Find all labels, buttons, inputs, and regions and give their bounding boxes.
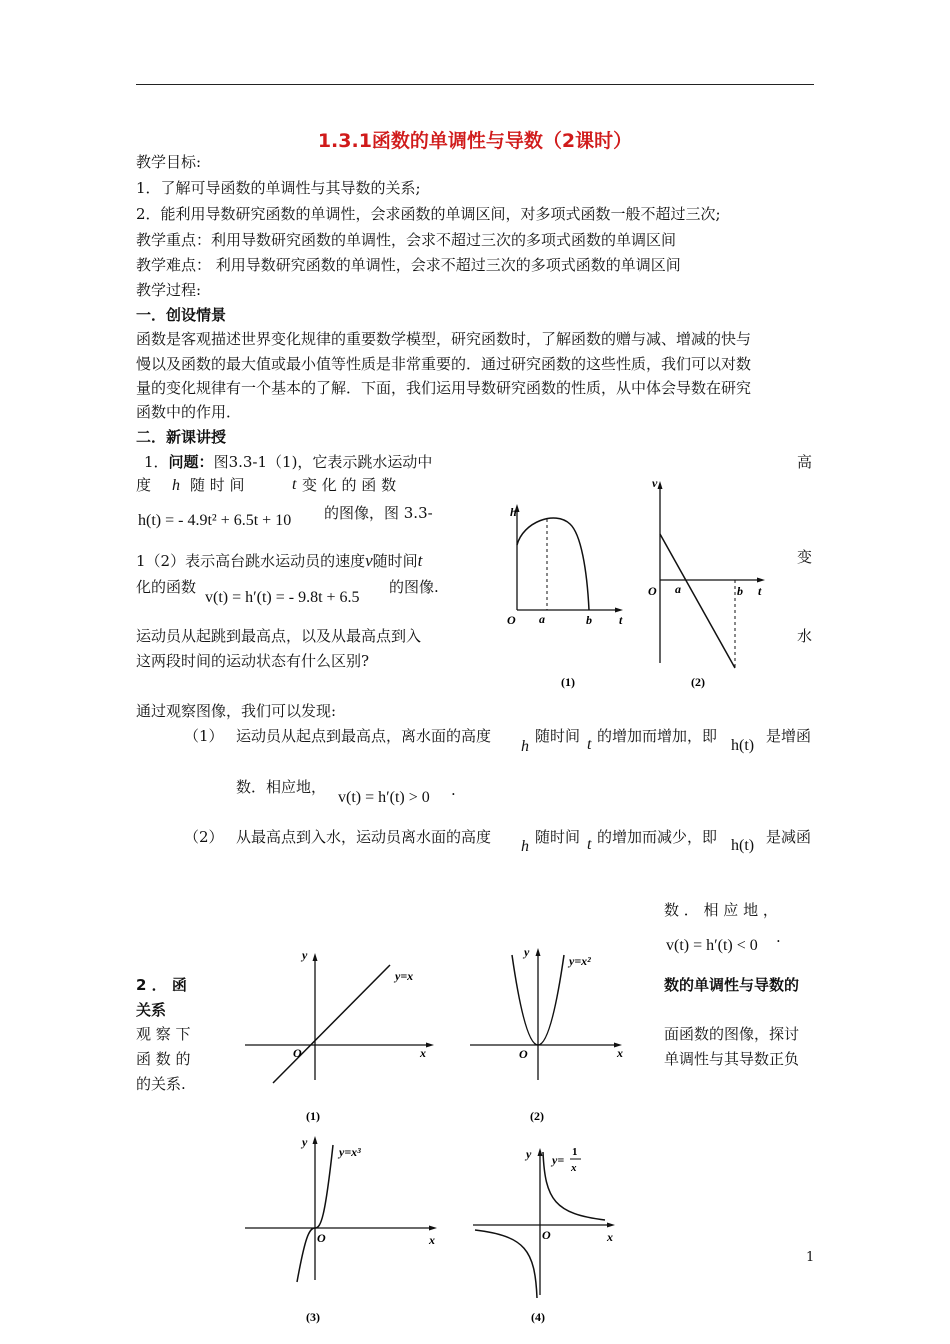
axis-label-y: y <box>524 945 530 959</box>
graph-linear <box>245 948 434 1123</box>
axis-label-y: y <box>302 1135 308 1149</box>
point-b: b <box>586 613 592 627</box>
question-1-line-5a: 化的函数 <box>136 578 197 596</box>
var-t: t <box>292 476 297 493</box>
part-2-right-text: 单调性与其导数正负 <box>664 1050 800 1068</box>
item-1-number: （1） <box>184 727 224 745</box>
question-1-line-2: 度 h 随 时 间 t 变 化 的 函 数 <box>136 476 397 494</box>
var-t: t <box>587 736 592 753</box>
item-2-text: 数 ． 相 应 地 ， <box>664 901 778 919</box>
objective-2: 2．能利用导数研究函数的单调性，会求函数的单调区间，对多项式函数一般不超过三次; <box>136 205 721 223</box>
item-1-text: 是增函 <box>766 727 812 745</box>
header-rule <box>136 84 814 85</box>
section-1-line: 函数是客观描述世界变化规律的重要数学模型，研究函数时，了解函数的赠与减、增减的快与 <box>136 330 752 348</box>
origin-label: O <box>507 613 516 627</box>
part-2-left-text: 的关系. <box>136 1075 186 1093</box>
formula-v-negative: v(t) = h′(t) < 0 <box>666 937 758 954</box>
part-2-left-text: 观 察 下 <box>136 1025 191 1043</box>
item-1-text: 的增加而增加，即 <box>597 727 718 745</box>
axis-label-y: y <box>526 1147 532 1161</box>
function-label: y=x <box>395 969 414 983</box>
page-number: 1 <box>806 1250 815 1265</box>
section-1-heading: 一．创设情景 <box>136 306 227 324</box>
part-2-heading-cont: 关系 <box>136 1001 167 1019</box>
observe-line: 通过观察图像，我们可以发现: <box>136 702 337 720</box>
page-title: 1.3.1函数的单调性与导数（2课时） <box>317 130 633 152</box>
part-2-right-text: 数的单调性与导数的 <box>664 976 800 994</box>
axis-label-t: t <box>619 613 623 627</box>
process-heading: 教学过程: <box>136 281 202 299</box>
question-1-line-5b: 的图像. <box>389 578 439 596</box>
arrow-icon <box>429 1226 437 1231</box>
function-label: y=x² <box>569 954 591 968</box>
item-1-text: 数．相应地， <box>236 778 327 796</box>
origin-label: O <box>519 1047 528 1061</box>
question-number: 1． <box>144 453 169 471</box>
part-2-heading: 2 ． 函 <box>136 976 187 994</box>
graph-quadratic <box>470 945 623 1123</box>
line-y-equals-x <box>273 965 390 1083</box>
objectives-heading: 教学目标: <box>136 153 202 171</box>
formula-h: h(t) = - 4.9t² + 6.5t + 10 <box>138 512 292 529</box>
axis-label-y: y <box>302 948 308 962</box>
height-curve <box>517 518 589 610</box>
right-fragment: 水 <box>797 627 813 645</box>
section-1-line: 慢以及函数的最大值或最小值等性质是非常重要的．通过研究函数的这些性质，我们可以对数 <box>136 355 752 373</box>
graph-label: (1) <box>306 1109 320 1123</box>
graph-label: (2) <box>530 1109 544 1123</box>
part-2-left-text: 函 数 的 <box>136 1050 191 1068</box>
graph-label: (3) <box>306 1310 320 1324</box>
arrow-icon <box>658 481 663 489</box>
objective-1: 1．了解可导函数的单调性与其导数的关系; <box>136 179 421 197</box>
part-2-right-text: 面函数的图像，探讨 <box>664 1025 800 1043</box>
origin-label: O <box>542 1228 551 1242</box>
section-1-line: 量的变化规律有一个基本的了解．下面，我们运用导数研究函数的性质，从中体会导数在研究 <box>136 379 752 397</box>
arrow-icon <box>615 608 623 613</box>
axis-label-x: x <box>420 1046 426 1060</box>
item-2-number: （2） <box>184 828 224 846</box>
axis-label-x: x <box>429 1233 435 1247</box>
figure-label: (2) <box>691 675 705 689</box>
arrow-icon <box>538 1148 543 1156</box>
h-of-t: h(t) <box>731 837 755 854</box>
point-b: b <box>737 584 743 598</box>
question-1-line <box>144 452 432 472</box>
origin-label: O <box>317 1231 326 1245</box>
arrow-icon <box>536 948 541 956</box>
graph-label: (4) <box>531 1310 545 1324</box>
question-1-line-6: 运动员从起跳到最高点，以及从最高点到入 <box>136 627 422 645</box>
arrow-icon <box>757 578 765 583</box>
axis-label-t: t <box>758 584 762 598</box>
axis-label-v: v <box>652 476 658 490</box>
right-fragment: 变 <box>797 548 813 566</box>
fraction-numerator: 1 <box>572 1146 578 1158</box>
origin-label: O <box>293 1046 302 1060</box>
var-h: h <box>172 477 180 494</box>
axis-label-x: x <box>607 1230 613 1244</box>
arrow-icon <box>607 1223 615 1228</box>
item-2-dot: . <box>776 928 781 946</box>
item-2-text: 随时间 <box>535 828 581 846</box>
graph-cubic <box>245 1135 437 1324</box>
diving-figure <box>495 460 785 695</box>
height-graph <box>507 504 623 689</box>
arrow-icon <box>426 1043 434 1048</box>
arrow-icon <box>313 953 318 961</box>
var-v: v <box>365 551 373 570</box>
point-a: a <box>539 612 545 626</box>
question-text: 图3.3-1（1)，它表示跳水运动中 <box>213 453 433 471</box>
formula-v: v(t) = h′(t) = - 9.8t + 6.5 <box>205 589 360 606</box>
figure-label: (1) <box>561 675 575 689</box>
graph-reciprocal <box>473 1146 615 1324</box>
function-graphs <box>225 930 645 1330</box>
section-1-line: 函数中的作用． <box>136 403 242 421</box>
function-label: y=x³ <box>339 1145 361 1159</box>
axis-label-x: x <box>617 1046 623 1060</box>
item-1-dot: . <box>451 781 456 799</box>
formula-v-positive: v(t) = h′(t) > 0 <box>338 789 430 806</box>
var-h: h <box>521 838 529 855</box>
section-2-heading: 二．新课讲授 <box>136 428 227 446</box>
velocity-line <box>660 534 735 668</box>
question-1-line-7: 这两段时间的运动状态有什么区别? <box>136 652 370 670</box>
key-point: 教学重点：利用导数研究函数的单调性，会求不超过三次的多项式函数的单调区间 <box>136 231 677 249</box>
item-1-text: 运动员从起点到最高点，离水面的高度 <box>236 727 492 745</box>
item-1-text: 随时间 <box>535 727 581 745</box>
point-a: a <box>675 582 681 596</box>
axis-label-h: h <box>510 505 517 519</box>
question-1-line-3: 的图像，图 3.3- <box>324 504 433 522</box>
hyperbola-branch-negative <box>475 1230 537 1298</box>
right-fragment: 高 <box>797 453 813 471</box>
var-h: h <box>521 738 529 755</box>
var-t: t <box>587 836 592 853</box>
item-2-text: 的增加而减少，即 <box>597 828 718 846</box>
velocity-graph <box>648 476 765 689</box>
fraction-denominator: x <box>571 1162 577 1174</box>
item-2-text: 从最高点到入水，运动员离水面的高度 <box>236 828 492 846</box>
question-label: 问题： <box>168 453 214 471</box>
difficulty: 教学难点： 利用导数研究函数的单调性，会求不超过三次的多项式函数的单调区间 <box>136 256 681 274</box>
arrow-icon <box>313 1136 318 1144</box>
origin-label: O <box>648 584 657 598</box>
item-2-text: 是减函 <box>766 828 812 846</box>
h-of-t: h(t) <box>731 737 755 754</box>
question-1-line-4: 1（2）表示高台跳水运动员的速度v随时间t <box>136 551 423 570</box>
function-label: y= <box>552 1153 565 1167</box>
